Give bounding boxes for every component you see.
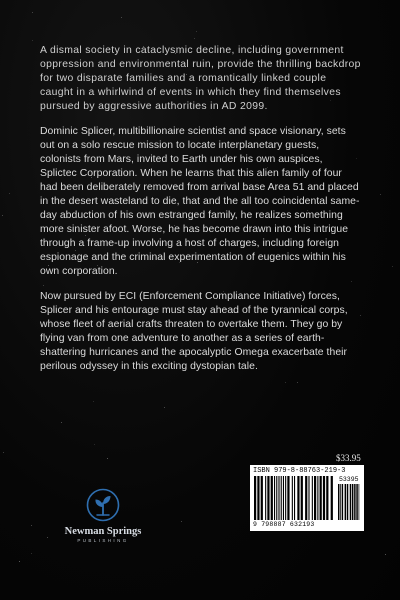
barcode-bar xyxy=(283,476,284,520)
star-dot xyxy=(380,194,381,195)
barcode-digits: 9 798887 632193 xyxy=(253,521,315,528)
barcode-bar xyxy=(301,476,303,520)
isbn-label: ISBN 979-8-88763-219-3 xyxy=(253,467,346,475)
barcode-bar xyxy=(342,484,343,520)
barcode-bar xyxy=(331,476,333,520)
star-dot xyxy=(47,537,48,538)
star-dot xyxy=(181,521,182,522)
star-dot xyxy=(107,458,108,459)
barcode-bar xyxy=(345,484,346,520)
publisher-name: Newman Springs xyxy=(64,526,142,537)
barcode-bar xyxy=(317,476,318,520)
barcode-bar xyxy=(312,476,313,520)
barcode-bar xyxy=(338,484,339,520)
synopsis-blurb xyxy=(40,44,362,385)
price-label: $33.95 xyxy=(336,453,361,463)
barcode-bar xyxy=(326,476,328,520)
star-dot xyxy=(93,401,94,402)
barcode-bar xyxy=(276,476,277,520)
barcode-bar xyxy=(297,476,299,520)
star-dot xyxy=(94,444,95,445)
sprout-circle-icon xyxy=(86,488,120,522)
barcode-bar xyxy=(323,476,325,520)
star-dot xyxy=(2,215,3,216)
star-dot xyxy=(31,553,32,554)
barcode-bar xyxy=(274,476,275,520)
barcode-bar xyxy=(340,484,341,520)
barcode-bar xyxy=(267,476,269,520)
barcode-addon-digits: 53395 xyxy=(339,476,359,483)
star-dot xyxy=(385,554,386,555)
barcode-bar xyxy=(261,476,263,520)
barcode-bar xyxy=(285,476,286,520)
synopsis-paragraph-3: Now pursued by ECI (Enforcement Compliance Initiative) forces, Splicer and his entourage must stay ahead of the tyrannical corps, whose fleet of aerial crafts threaten to overtake them. They go by flying van from one adventure to another as a series of earth-shattering hurricanes and the apocalyptic Omega exacerbate their perilous odyssey in this exciting dystopian tale. xyxy=(40,291,348,372)
star-dot xyxy=(121,17,122,18)
star-dot xyxy=(196,31,197,32)
star-dot xyxy=(9,193,10,194)
barcode-bar xyxy=(347,484,348,520)
barcode-bar xyxy=(308,476,309,520)
barcode-bar xyxy=(356,484,357,520)
star-dot xyxy=(61,422,62,423)
barcode-bar xyxy=(278,476,279,520)
barcode-bar xyxy=(354,484,355,520)
publisher-logo xyxy=(58,488,148,543)
barcode-addon-bars xyxy=(338,484,360,520)
star-dot xyxy=(19,561,20,562)
barcode-bar xyxy=(287,476,289,520)
barcode-bar xyxy=(305,476,307,520)
barcode-bars xyxy=(254,476,334,520)
barcode-bar xyxy=(350,484,351,520)
star-dot xyxy=(392,266,393,267)
star-dot xyxy=(3,452,4,453)
synopsis-paragraph-2: Dominic Splicer, multibillionaire scientist and space visionary, sets out on a solo rescue mission to locate interplanetary guests, colonists from Mars, invited to Earth under his own auspices, Splictec Corporation. When he learns that this alien family of four had been deliberately removed from arrival base Area 51 and placed in the desert wasteland to die, that and the all too coincidental same-day abduction of his own estranged family, he realizes something more sinister afoot. Worse, he has become drawn into this intrigue through a frame-up involving a host of charges, including foreign espionage and the criminal experimentation of eugenics within his own corporation. xyxy=(40,126,360,277)
barcode-bar xyxy=(271,476,273,520)
publisher-subtitle: PUBLISHING xyxy=(77,538,129,543)
barcode-bar xyxy=(352,484,353,520)
barcode-bar xyxy=(265,476,266,520)
barcode-bar xyxy=(281,476,282,520)
synopsis-paragraph-1: A dismal society in cataclysmic decline, including government oppression and environmental ruin, provide the thrilling backdrop for two disparate families and a romantically linked couple caught in a whirlwind of events in which they find themselves pursued by aggressive authorities in AD 2099. xyxy=(40,45,361,112)
barcode-bar xyxy=(320,476,322,520)
barcode-bar xyxy=(294,476,295,520)
barcode-bar xyxy=(257,476,259,520)
barcode-bar xyxy=(292,476,293,520)
isbn-barcode xyxy=(250,465,364,531)
star-dot xyxy=(32,40,33,41)
barcode-bar xyxy=(359,484,360,520)
barcode-bar xyxy=(254,476,256,520)
star-dot xyxy=(32,12,33,13)
star-dot xyxy=(194,38,195,39)
barcode-bar xyxy=(314,476,316,520)
star-dot xyxy=(31,525,32,526)
star-dot xyxy=(164,407,165,408)
